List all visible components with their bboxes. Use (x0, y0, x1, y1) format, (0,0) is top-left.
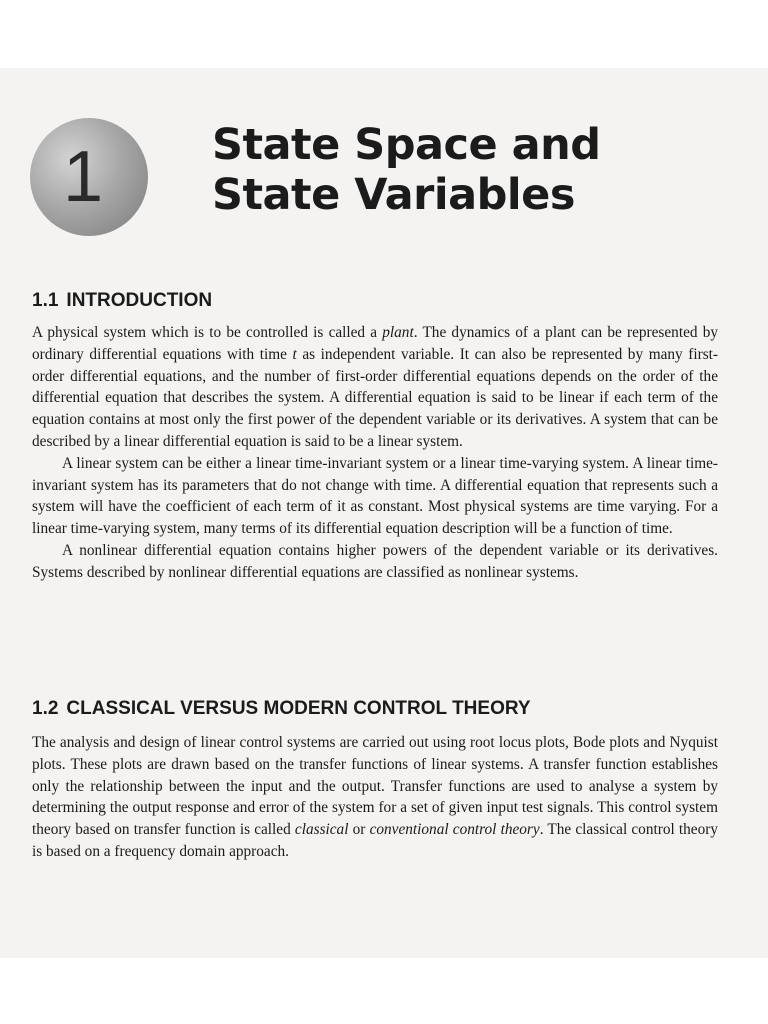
chapter-number: 1 (62, 137, 104, 217)
italic-term: conventional control theory (369, 821, 540, 839)
italic-term: plant (382, 324, 414, 341)
text-run: or (348, 821, 370, 839)
book-page (0, 68, 768, 958)
paragraph: A linear system can be either a linear time-invariant system or a linear time-varying system. A linear time-invariant system has its parameters that do not change with time. A differential equation that represents such a system will have the coefficient of each term of it as constant. Most physical systems are time varying. For a linear time-varying system, many terms of its differential equation description will be a function of time. (32, 454, 718, 538)
text-run: as independent variable. It can also be represented by many first-order differential equations, and the number of first-order differential equations depends on the order of the differential equation that describes the system. A differential equation is said to be linear if each term of the equation contains at most only the first power of the dependent variable or its derivatives. A system that can be described by a linear differential equation is said to be a linear system. (32, 345, 719, 450)
section-heading-introduction (32, 290, 212, 312)
section-number: 1.1 (32, 290, 59, 311)
chapter-title-line-2: State Variables (212, 170, 575, 220)
section-heading-classical-vs-modern (32, 698, 531, 720)
text-run: . The classical control theory is based on a frequency domain approach. (32, 821, 718, 860)
paragraph (32, 322, 718, 453)
section-title: INTRODUCTION (66, 290, 213, 311)
chapter-title (212, 120, 601, 220)
paragraph (32, 732, 718, 863)
italic-term: classical (294, 821, 349, 839)
chapter-title-line-1: State Space and (212, 120, 601, 170)
text-run: . The dynamics of a plant can be represented by ordinary differential equations with time (32, 324, 718, 363)
section-body-classical-vs-modern (32, 732, 718, 863)
section-number: 1.2 (32, 698, 59, 719)
paragraph: A nonlinear differential equation contains higher powers of the dependent variable or its derivatives. Systems described by nonlinear differential equations are classified as nonlinear systems. (32, 541, 718, 581)
text-run: The analysis and design of linear control systems are carried out using root locus plots, Bode plots and Nyquist plots. These plots are drawn based on the transfer functions of linear systems. A transfer function establishes only the relationship between the input and the output. Transfer functions are used to analyse a system by determining the output response and error of the system for a set of given input test signals. This control system theory based on transfer function is called (32, 734, 718, 839)
text-run: A physical system which is to be controlled is called a (32, 324, 383, 341)
section-title: CLASSICAL VERSUS MODERN CONTROL THEORY (66, 698, 531, 719)
chapter-number-badge (30, 118, 148, 236)
italic-variable: t (292, 345, 297, 363)
section-body-introduction (32, 322, 718, 584)
